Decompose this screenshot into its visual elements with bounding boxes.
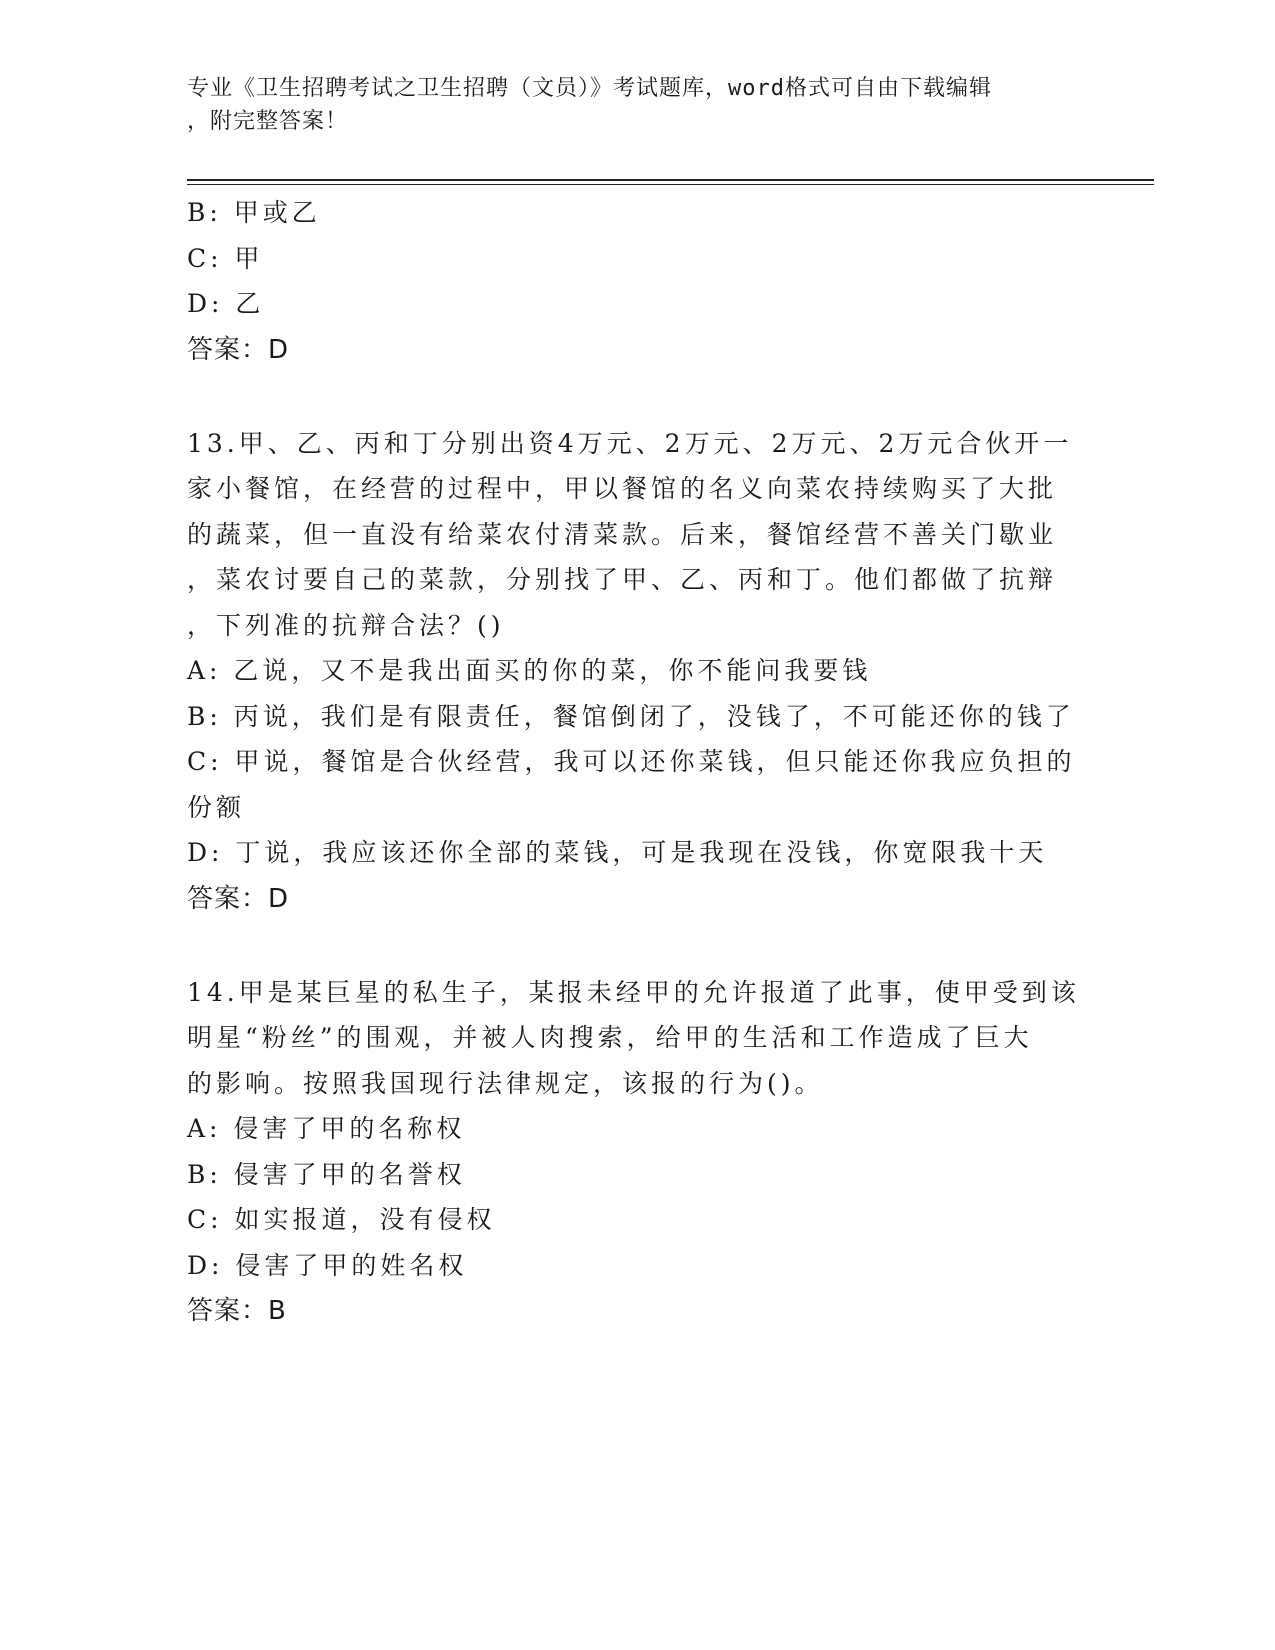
question-stem-line: ，下列准的抗辩合法？() — [187, 610, 505, 640]
question-stem-line: 明星“粉丝”的围观，并被人肉搜索，给甲的生活和工作造成了巨大 — [187, 1023, 1033, 1052]
option-a: A: 侵害了甲的名称权 — [187, 1114, 466, 1143]
question-12-tail — [187, 190, 1087, 373]
header-line-2: ，附完整答案！ — [187, 109, 349, 134]
question-14 — [187, 970, 1087, 1335]
question-stem-line: 的影响。按照我国现行法律规定，该报的行为()。 — [187, 1068, 824, 1098]
question-content — [187, 190, 1087, 1334]
option-d: D: 侵害了甲的姓名权 — [187, 1250, 468, 1280]
question-stem-line: 家小餐馆，在经营的过程中，甲以餐馆的名义向菜农持续购买了大批 — [187, 474, 1058, 503]
question-stem-line: ，菜农讨要自己的菜款，分别找了甲、乙、丙和丁。他们都做了抗辩 — [187, 565, 1058, 594]
question-13 — [187, 421, 1087, 922]
option-a: A: 乙说，又不是我出面买的你的菜，你不能问我要钱 — [187, 656, 872, 685]
option-b: B: 丙说，我们是有限责任，餐馆倒闭了，没钱了，不可能还你的钱了 — [187, 701, 1075, 731]
header-rule-thin — [187, 184, 1154, 185]
header-rule-thick — [187, 179, 1154, 181]
option-c: C: 甲 — [187, 243, 264, 273]
spacer — [187, 922, 1087, 970]
answer: 答案：B — [187, 1296, 287, 1326]
option-d: D: 乙 — [187, 289, 265, 318]
header-line-1: 专业《卫生招聘考试之卫生招聘（文员）》考试题库，word格式可自由下载编辑 — [187, 76, 992, 101]
question-stem-line: 14.甲是某巨星的私生子，某报未经甲的允许报道了此事，使甲受到该 — [187, 977, 1080, 1007]
answer: 答案：D — [187, 334, 290, 365]
option-b: B: 侵害了甲的名誉权 — [187, 1159, 466, 1189]
question-stem-line: 13.甲、乙、丙和丁分别出资4万元、2万元、2万元、2万元合伙开一 — [187, 428, 1073, 458]
option-c: C: 如实报道，没有侵权 — [187, 1205, 496, 1234]
spacer — [187, 373, 1087, 421]
option-b: B: 甲或乙 — [187, 198, 321, 227]
document-header — [187, 72, 1087, 138]
option-d: D: 丁说，我应该还你全部的菜钱，可是我现在没钱，你宽限我十天 — [187, 838, 1048, 867]
question-stem-line: 的蔬菜，但一直没有给菜农付清菜款。后来，餐馆经营不善关门歇业 — [187, 519, 1058, 549]
option-c-continued: 份额 — [187, 792, 246, 822]
answer: 答案：D — [187, 883, 290, 914]
option-c: C: 甲说，餐馆是合伙经营，我可以还你菜钱，但只能还你我应负担的 — [187, 747, 1076, 776]
